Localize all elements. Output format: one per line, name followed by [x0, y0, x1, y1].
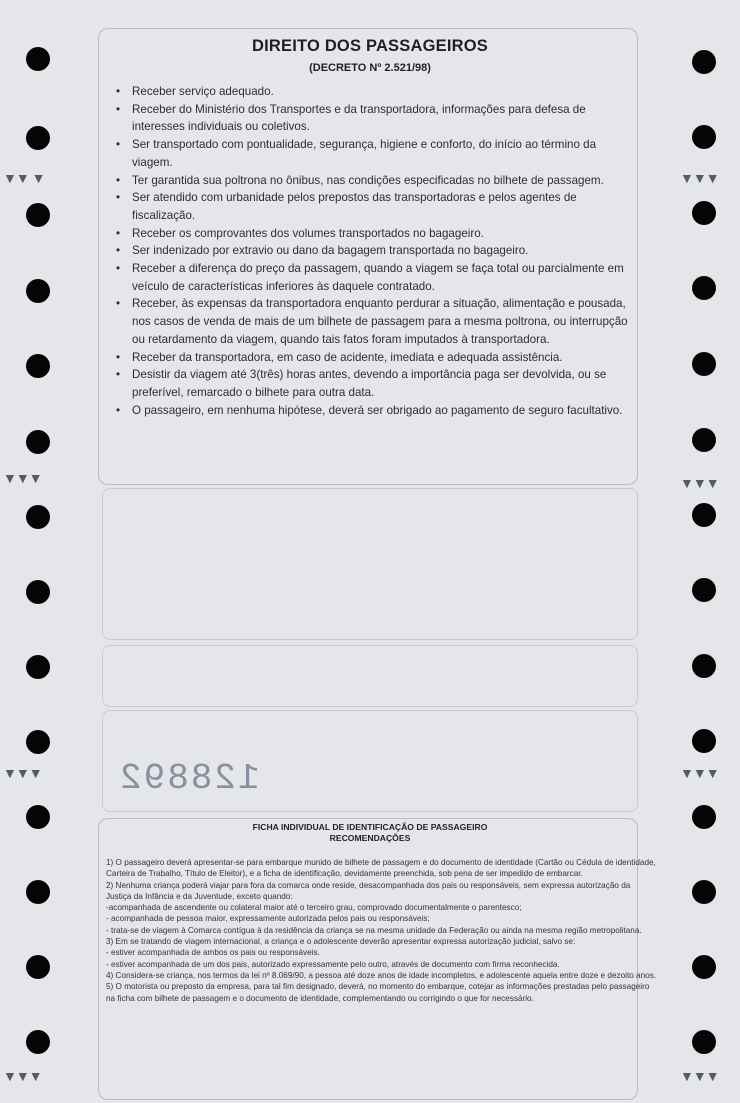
margin-mark: ▼▼▼	[680, 765, 719, 781]
recommendation-item: 2) Nenhuma criança poderá viajar para fora da comarca onde reside, desacompanhada dos pais ou responsáveis, sem expressa autorização da Justiça da Infância e da Juventude, exceto quando:	[106, 880, 631, 901]
feed-hole	[692, 1030, 716, 1054]
margin-mark: ▼▼▼	[3, 470, 42, 486]
list-item: • Ser indenizado por extravio ou dano da bagagem transportada no bagageiro.	[116, 242, 636, 260]
feed-hole	[692, 276, 716, 300]
list-item: • O passageiro, em nenhuma hipótese, deverá ser obrigado ao pagamento de seguro facultativo.	[116, 402, 636, 420]
feed-hole	[692, 125, 716, 149]
show-through-box	[102, 645, 638, 707]
list-item: • Receber os comprovantes dos volumes transportados no bagageiro.	[116, 225, 636, 243]
list-item: • Ser transportado com pontualidade, segurança, higiene e conforto, do início ao término da viagem.	[116, 136, 636, 171]
margin-mark: ▼▼▼	[680, 1068, 719, 1084]
feed-hole	[26, 203, 50, 227]
recommendation-item: 3) Em se tratando de viagem internacional, a criança e o adolescente deverão apresentar expressa autorização judicial, salvo se:	[106, 937, 576, 947]
feed-hole	[26, 47, 50, 71]
ficha-subtitle: RECOMENDAÇÕES	[329, 833, 411, 843]
feed-hole	[26, 279, 50, 303]
feed-hole	[692, 880, 716, 904]
decree-subtitle: (DECRETO Nº 2.521/98)	[309, 62, 431, 74]
list-item: • Receber, às expensas da transportadora enquanto perdurar a situação, alimentação e pousada, nos casos de venda de mais de um bilhete de passagem para a mesma poltrona, ou interrupção ou retardamento da viagem, quando tais fatos foram imputados à transportadora.	[116, 295, 636, 348]
ficha-title: FICHA INDIVIDUAL DE IDENTIFICAÇÃO DE PASSAGEIRO	[252, 822, 488, 832]
feed-hole	[26, 955, 50, 979]
margin-mark: ▼▼▼	[680, 475, 719, 491]
feed-hole	[692, 955, 716, 979]
recommendation-item: 5) O motorista ou preposto da empresa, para tal fim designado, deverá, no momento do embarque, cotejar as informações prestadas pelo passageiro na ficha com bilhete de passagem e o documento de identidade, complementando ou corrigindo o que for necessário.	[106, 982, 650, 1003]
feed-hole	[692, 503, 716, 527]
list-item: • Receber a diferença do preço da passagem, quando a viagem se faça total ou parcialmente em veículo de características inferiores às daquele contratado.	[116, 260, 636, 295]
recommendation-item: 4) Considera-se criança, nos termos da lei nº 8.069/90, a pessoa até doze anos de idade incompletos, e adolescente aquela entre doze e dezoito anos.	[106, 970, 657, 980]
ficha-heading	[100, 822, 640, 844]
rights-list	[116, 83, 636, 419]
feed-hole	[26, 430, 50, 454]
feed-hole	[692, 578, 716, 602]
feed-hole	[26, 880, 50, 904]
feed-hole	[692, 352, 716, 376]
feed-hole	[692, 428, 716, 452]
show-through-box	[102, 488, 638, 640]
recommendation-item: - acompanhada de pessoa maior, expressamente autorizada pelos pais ou responsáveis;	[106, 914, 430, 924]
list-item: • Receber serviço adequado.	[116, 83, 636, 101]
feed-hole	[692, 729, 716, 753]
feed-hole	[26, 505, 50, 529]
recommendation-item: - estiver acompanhada de ambos os pais ou responsáveis.	[106, 948, 320, 958]
list-item: • Ser atendido com urbanidade pelos prepostos das transportadoras e pelos agentes de fiscalização.	[116, 189, 636, 224]
serial-number: 128892	[118, 758, 260, 799]
feed-hole	[26, 805, 50, 829]
page-title: DIREITO DOS PASSAGEIROS	[252, 37, 488, 55]
recommendation-item: - estiver acompanhada de um dos pais, autorizado expressamente pelo outro, através de documento com firma reconhecida.	[106, 959, 560, 969]
feed-hole	[692, 654, 716, 678]
recommendation-item: 1) O passageiro deverá apresentar-se para embarque munido de bilhete de passagem e do documento de identidade (Cartão ou Cédula de identidade, Carteira de Trabalho, Título de Eleitor), e a ficha de identificação, devidamente preenchida, sob pena de ser impedido de embarcar.	[106, 858, 656, 879]
recommendation-item: - trata-se de viagem à Comarca contígua à da residência da criança se na mesma unidade da Federação ou ainda na mesma região metropolitana.	[106, 925, 642, 935]
feed-hole	[26, 1030, 50, 1054]
list-item: • Ter garantida sua poltrona no ônibus, nas condições especificadas no bilhete de passagem.	[116, 172, 636, 190]
margin-mark: ▼▼▼	[680, 170, 719, 186]
feed-hole	[26, 730, 50, 754]
feed-hole	[26, 580, 50, 604]
feed-hole	[692, 201, 716, 225]
feed-hole	[26, 354, 50, 378]
feed-hole	[26, 655, 50, 679]
feed-hole	[26, 126, 50, 150]
feed-hole	[692, 805, 716, 829]
margin-mark: ▼▼▼	[3, 1068, 42, 1084]
list-item: • Desistir da viagem até 3(três) horas antes, devendo a importância paga ser devolvida, ou se preferível, remarcado o bilhete para outra data.	[116, 366, 636, 401]
recommendations	[106, 857, 658, 1004]
recommendation-item: -acompanhada de ascendente ou colateral maior até o terceiro grau, comprovado documentalmente o parentesco;	[106, 903, 522, 913]
list-item: • Receber da transportadora, em caso de acidente, imediata e adequada assistência.	[116, 349, 636, 367]
margin-mark: ▼▼▼	[3, 765, 42, 781]
margin-mark: ▼▼ ▼	[3, 170, 45, 186]
feed-hole	[692, 50, 716, 74]
list-item: • Receber do Ministério dos Transportes e da transportadora, informações para defesa de interesses individuais ou coletivos.	[116, 101, 636, 136]
